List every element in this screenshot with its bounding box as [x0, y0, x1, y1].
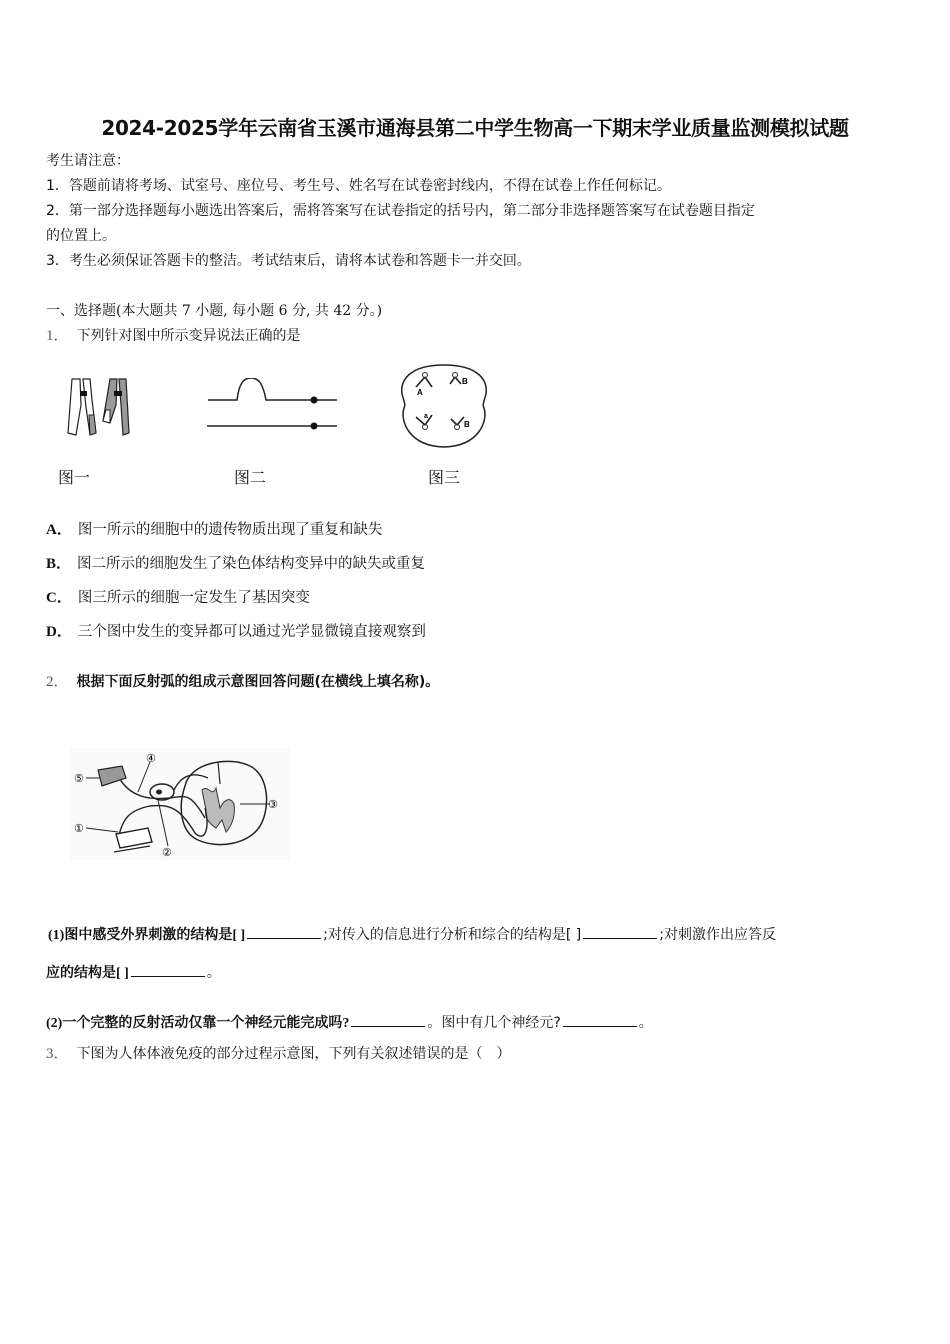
question-text: 下列针对图中所示变异说法正确的是 [76, 328, 301, 344]
answer-blank[interactable] [563, 1014, 637, 1027]
question-2-sub-1-line-2: 应的结构是[ ] 。 [46, 965, 221, 981]
option-letter: D． [46, 624, 72, 640]
chromosome-pair-figure [66, 375, 136, 437]
option-d[interactable] [46, 620, 426, 641]
notice-item-2: 2．第一部分选择题每小题选出答案后，需将答案写在试卷指定的括号内，第二部分非选择题答案写在试卷题目指定 [46, 203, 755, 219]
option-letter: C． [46, 590, 72, 606]
label-3: ③ [268, 799, 278, 811]
question-1-stem [46, 326, 301, 346]
cell-division-figure [398, 362, 490, 450]
question-text: 根据下面反射弧的组成示意图回答问题(在横线上填名称)。 [76, 674, 440, 690]
question-text: 下图为人体体液免疫的部分过程示意图，下列有关叙述错误的是（ ） [76, 1046, 511, 1062]
notice-item-1: 1．答题前请将考场、试室号、座位号、考生号、姓名写在试卷密封线内，不得在试卷上作任何标记。 [46, 178, 671, 194]
label-4: ④ [146, 753, 156, 765]
question-2-sub-1-line-1: (1)图中感受外界刺激的结构是[ ] ;对传入的信息进行分析和综合的结构是[ ] ;对刺激作出应答反 [48, 927, 776, 943]
label-5: ⑤ [74, 773, 84, 785]
label-2: ② [162, 847, 172, 859]
question-3-stem [46, 1044, 511, 1064]
reflex-arc-figure [70, 748, 290, 860]
answer-blank[interactable] [583, 926, 657, 939]
question-2-sub-2: (2)一个完整的反射活动仅靠一个神经元能完成吗? 。图中有几个神经元? 。 [46, 1015, 653, 1031]
option-text: 图三所示的细胞一定发生了基因突变 [77, 590, 310, 606]
question-2-stem [46, 672, 439, 692]
question-number: 1． [46, 328, 69, 344]
answer-blank[interactable] [247, 926, 321, 939]
option-text: 三个图中发生的变异都可以通过光学显微镜直接观察到 [77, 624, 426, 640]
figure-2-caption: 图二 [234, 468, 267, 487]
option-text: 图二所示的细胞发生了染色体结构变异中的缺失或重复 [77, 556, 426, 572]
svg-text:B: B [464, 420, 470, 429]
notice-heading: 考生请注意： [46, 153, 130, 169]
option-text: 图一所示的细胞中的遗传物质出现了重复和缺失 [77, 522, 383, 538]
page-title: 2024-2025学年云南省玉溪市通海县第二中学生物高一下期末学业质量监测模拟试题 [101, 116, 849, 140]
label-1: ① [74, 823, 84, 835]
chromosome-loop-figure [205, 378, 340, 433]
answer-blank[interactable] [351, 1014, 425, 1027]
question-number: 2． [46, 674, 69, 690]
svg-text:a: a [424, 413, 428, 420]
svg-text:A: A [417, 388, 423, 397]
option-a[interactable] [46, 518, 382, 539]
svg-text:B: B [462, 377, 468, 386]
option-c[interactable] [46, 586, 310, 607]
section-heading: 一、选择题(本大题共 7 小题, 每小题 6 分, 共 42 分。) [46, 303, 383, 319]
answer-blank[interactable] [131, 964, 205, 977]
option-letter: A． [46, 522, 72, 538]
notice-item-2-cont: 的位置上。 [46, 228, 116, 244]
figure-1-caption: 图一 [58, 468, 91, 487]
option-letter: B． [46, 556, 72, 572]
option-b[interactable] [46, 552, 425, 573]
figure-3-caption: 图三 [428, 468, 461, 487]
question-number: 3． [46, 1046, 69, 1062]
notice-item-3: 3．考生必须保证答题卡的整洁。考试结束后，请将本试卷和答题卡一并交回。 [46, 253, 531, 269]
